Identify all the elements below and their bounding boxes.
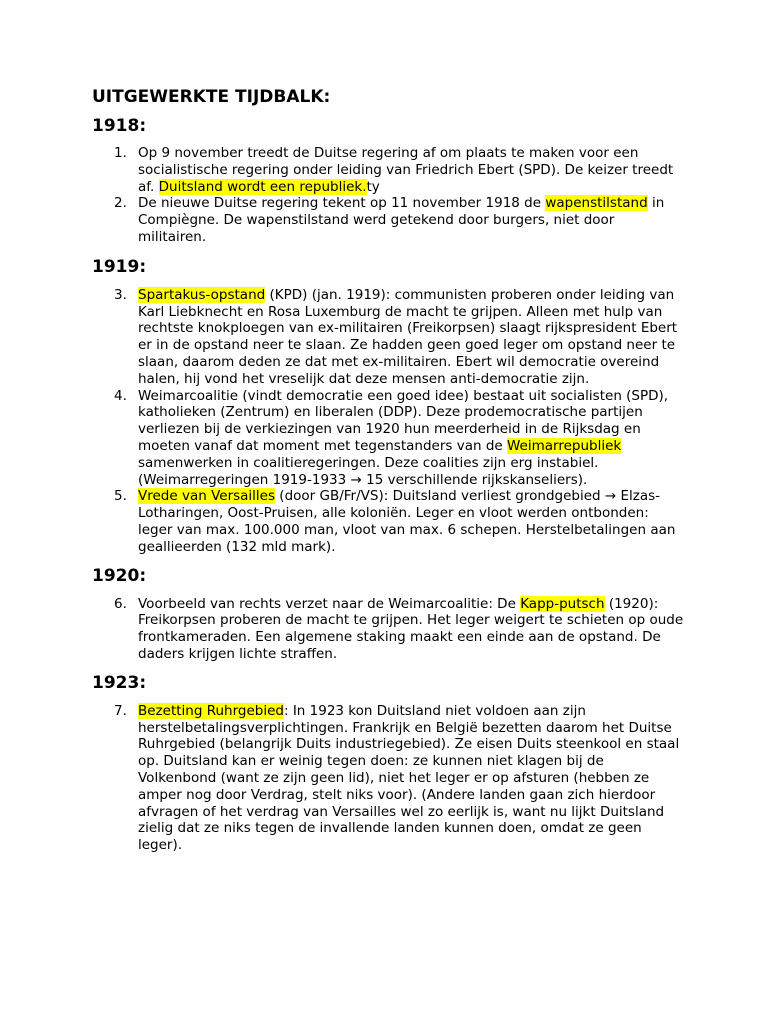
item-number: 1. [114,145,127,161]
item-text: De nieuwe Duitse regering tekent op 11 november 1918 de [138,195,546,212]
list-item-5 [92,488,686,555]
list-item-1 [92,145,686,195]
document-title: UITGEWERKTE TIJDBALK: [92,87,331,107]
item-number: 7. [114,702,127,719]
list-item-2 [92,195,686,245]
event-list-1923 [92,703,692,854]
item-text: (KPD) (jan. 1919): communisten proberen onder leiding van Karl Liebknecht en Rosa Luxemburg de macht te grijpen. Alleen met hulp van rechtste knokploegen van ex-militairen (Freikorpsen) slaagt rijkspresident Ebert er in de opstand neer te slaan. Ze hadden geen goed leger om opstand neer te slaan, daarom deden ze dat met ex-militairen. Ebert wil democratie overeind halen, hij vond het vreselijk dat deze mensen anti-democratie zijn. [138,286,678,387]
item-text: Voorbeeld van rechts verzet naar de Weimarcoalitie: De [138,595,521,612]
item-text: samenwerken in coalitieregeringen. Deze coalities zijn erg instabiel. (Weimarregeringen 1919-1933 → 15 verschillende rijkskanseliers). [138,454,599,488]
item-number: 4. [114,387,127,404]
year-heading-1920: 1920: [92,565,147,586]
event-list-1920 [92,596,692,663]
highlighted-text: wapenstilstand [545,195,648,212]
event-list-1918 [92,145,692,246]
item-number: 2. [114,195,127,212]
highlighted-text: Spartakus-opstand [138,286,266,303]
item-text: Weimarcoalitie (vindt democratie een goed idee) bestaat uit socialisten (SPD), katholieken (Zentrum) en liberalen (DDP). Deze prodemocratische partijen verliezen bij de verkiezingen van 1920 hun meerderheid in de Rijksdag en moeten vanaf dat moment met tegenstanders van de [138,387,669,454]
list-item-7 [92,703,686,854]
highlighted-text: Weimarrepubliek [506,437,622,454]
highlighted-text: Vrede van Versailles [138,488,276,505]
item-text: (door GB/Fr/VS): Duitsland verliest grondgebied → Elzas-Lotharingen, Oost-Pruisen, alle koloniën. Leger en vloot werden ontbonden: leger van max. 100.000 man, vloot van max. 6 schepen. Herstelbetalingen aan geallieerden (132 mld mark). [138,488,676,555]
item-number: 3. [114,286,127,303]
document-page [92,86,692,854]
year-heading-1919: 1919: [92,256,147,277]
item-text: in Compiègne. De wapenstilstand werd getekend door burgers, niet door militairen. [138,195,665,245]
item-number: 5. [114,488,127,505]
item-text: Op 9 november treedt de Duitse regering af om plaats te maken voor een socialistische regering onder leiding van Friedrich Ebert (SPD). De keizer treedt af. [138,145,674,195]
list-item-6 [92,596,686,663]
highlighted-text: Duitsland wordt een republiek. [158,178,367,195]
item-text: ty [366,178,380,195]
year-heading-1923: 1923: [92,672,147,693]
list-item-3 [92,287,686,388]
item-text: : In 1923 kon Duitsland niet voldoen aan zijn herstelbetalingsverplichtingen. Frankrijk en België bezetten daarom het Duitse Ruhrgebied (belangrijk Duits industriegebied). Ze eisen Duits steenkool en staal op. Duitsland kan er weinig tegen doen: ze kunnen niet klagen bij de Volkenbond (want ze zijn geen lid), niet het leger er op afsturen (hebben ze amper nog door Verdrag, stelt niks voor). (Andere landen gaan zich hierdoor afvragen of het verdrag van Versailles wel zo eerlijk is, want nu lijkt Duitsland zielig dat ze niks tegen de invallende landen kunnen doen, omdat ze geen leger). [138,702,680,854]
highlighted-text: Kapp-putsch [520,595,605,612]
item-number: 6. [114,595,127,612]
highlighted-text: Bezetting Ruhrgebied [138,702,284,719]
year-heading-1918: 1918: [92,116,147,136]
list-item-4 [92,388,686,489]
item-text: (1920): Freikorpsen proberen de macht te grijpen. Het leger weigert te schieten op oude frontkameraden. Een algemene staking maakt een einde aan de opstand. De daders krijgen lichte straffen. [138,595,684,662]
event-list-1919 [92,287,692,556]
